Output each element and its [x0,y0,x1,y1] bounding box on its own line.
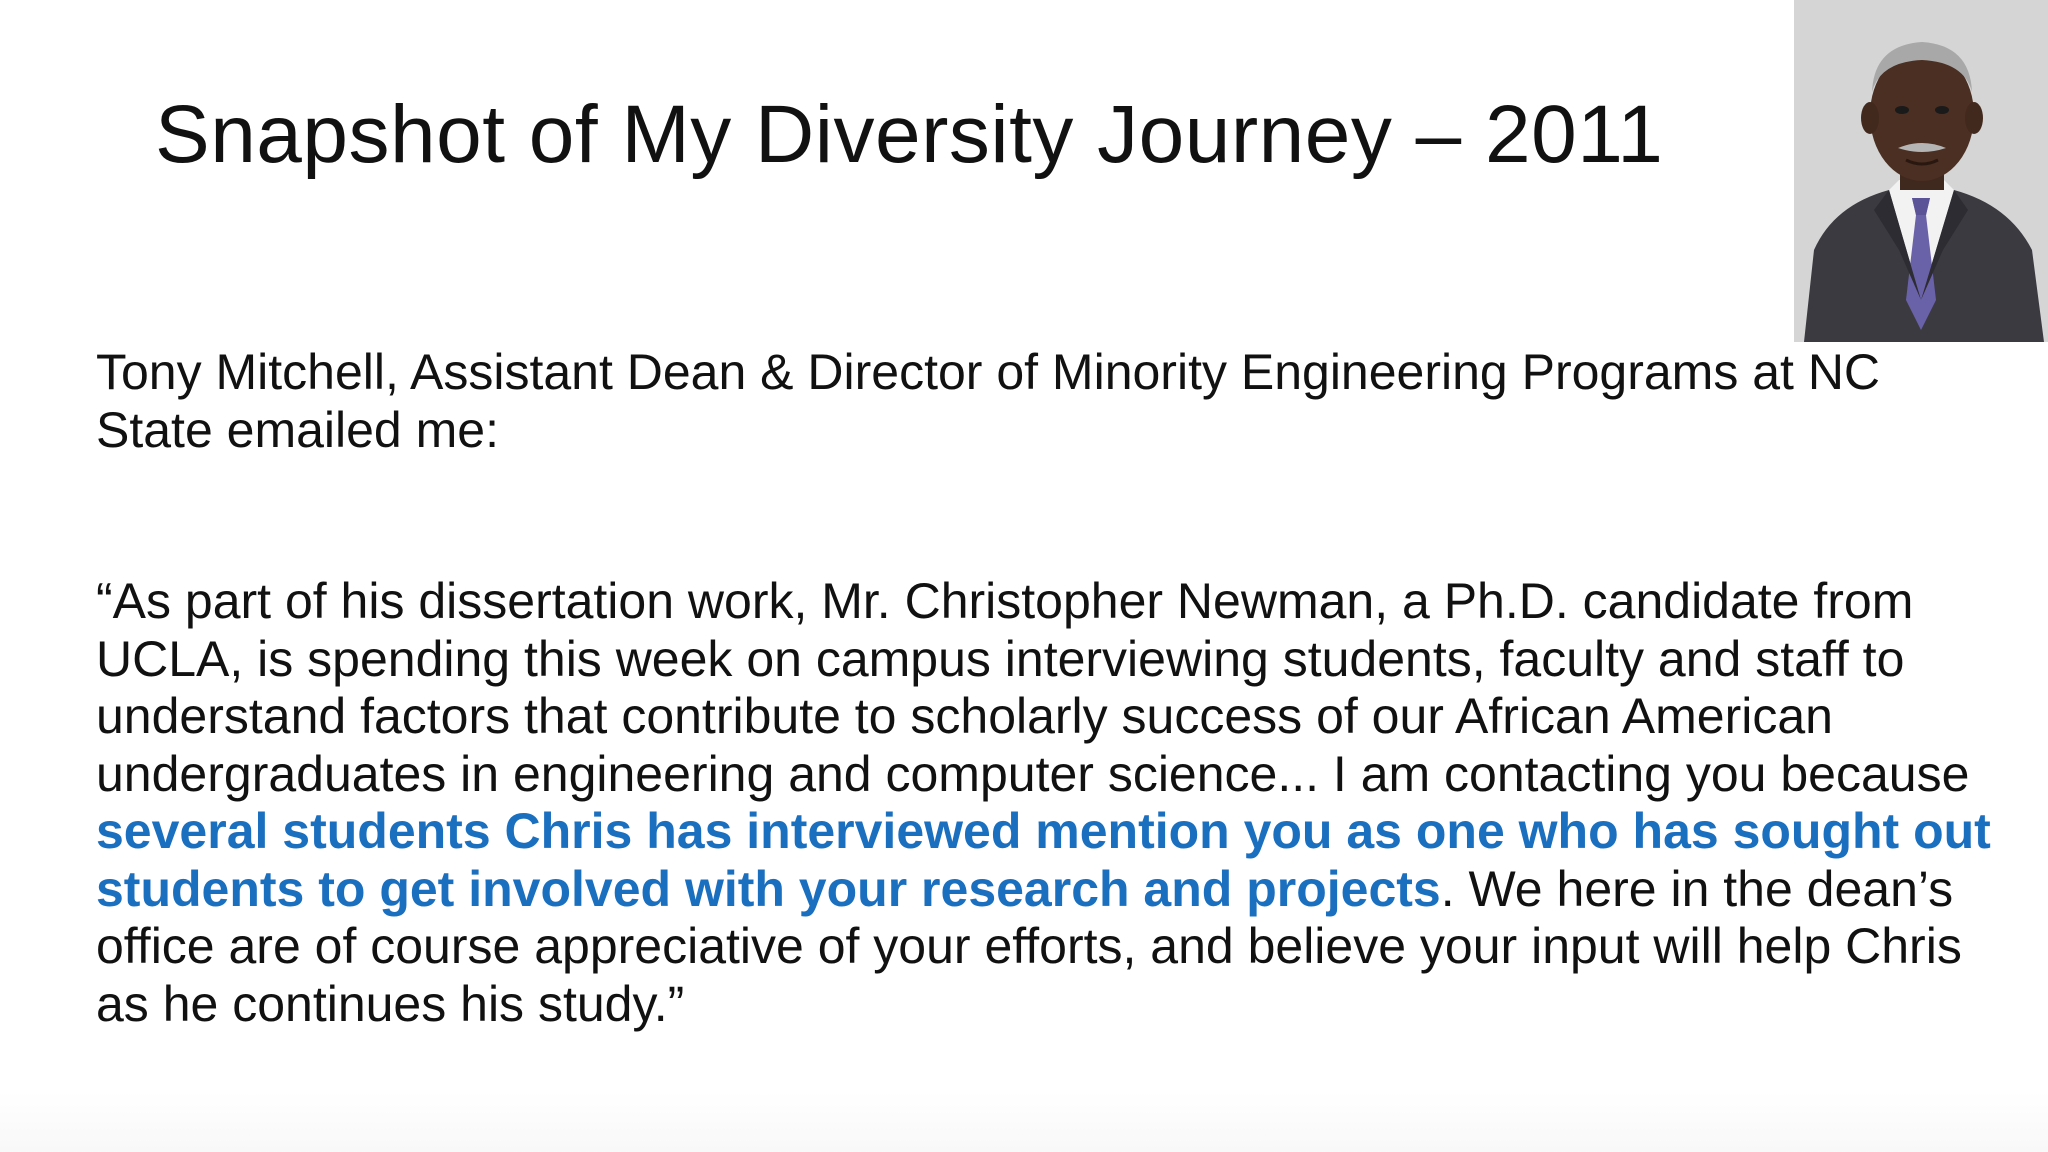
quote-paragraph [96,573,1996,1033]
portrait-photo [1794,0,2048,342]
slide-body [96,344,1996,1033]
quote-text-end: . We here in the dean’s office are of course appreciative of your efforts, and believe your input will help Chris as he continues his study.” [96,860,1962,1032]
bottom-fade [0,1092,2048,1152]
quote-text-start: “As part of his dissertation work, Mr. Christopher Newman, a Ph.D. candidate from UCLA, is spending this week on campus interviewing students, faculty and staff to understand factors that contribute to scholarly success of our African American undergraduates in engineering and computer science... I am contacting you because [96,573,1970,802]
intro-paragraph: Tony Mitchell, Assistant Dean & Director of Minority Engineering Programs at NC State emailed me: [96,344,1881,458]
person-portrait-icon [1794,0,2048,342]
slide-title: Snapshot of My Diversity Journey – 2011 [155,89,1664,180]
quote-highlight: several students Chris has interviewed mention you as one who has sought out students to get involved with your research and projects [96,803,1991,917]
